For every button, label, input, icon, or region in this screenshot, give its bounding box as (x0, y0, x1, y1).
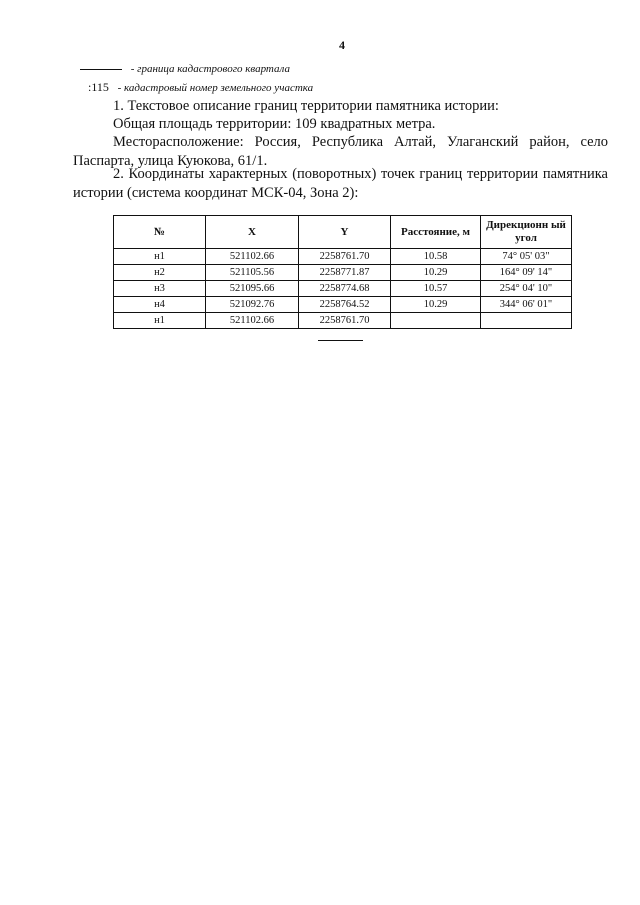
table-row (114, 265, 572, 281)
table-header-row (114, 216, 572, 249)
column-header-x: X (206, 216, 299, 249)
column-header-y: Y (299, 216, 391, 249)
cell-point: н1 (114, 249, 206, 265)
paragraph-total-area: Общая площадь территории: 109 квадратных метра. (113, 116, 436, 132)
legend-text: - граница кадастрового квартала (130, 63, 290, 75)
cell-x: 521095.66 (206, 281, 299, 297)
paragraph-boundary-description: 1. Текстовое описание границ территории памятника истории: (113, 98, 499, 114)
cell-y: 2258774.68 (299, 281, 391, 297)
cell-y: 2258771.87 (299, 265, 391, 281)
table-row (114, 281, 572, 297)
table-row (114, 297, 572, 313)
paragraph-coordinates-intro: 2. Координаты характерных (поворотных) точек границ территории памятника истории (система координат МСК-04, Зона 2): (73, 166, 608, 201)
cell-angle: 254° 04' 10" (481, 281, 572, 297)
cell-distance: 10.29 (391, 297, 481, 313)
legend-quarter-boundary (80, 63, 290, 75)
legend-code: :115 (88, 80, 109, 94)
coordinates-table (113, 215, 572, 329)
cell-distance: 10.29 (391, 265, 481, 281)
cell-point: н3 (114, 281, 206, 297)
cell-distance: 10.57 (391, 281, 481, 297)
cell-point: н4 (114, 297, 206, 313)
end-divider (318, 340, 363, 341)
legend-text: - кадастровый номер земельного участка (117, 82, 314, 94)
cell-angle (481, 313, 572, 329)
cell-y: 2258761.70 (299, 313, 391, 329)
column-header-distance: Расстояние, м (391, 216, 481, 249)
cell-point: н1 (114, 313, 206, 329)
table-row (114, 249, 572, 265)
table-row (114, 313, 572, 329)
cell-x: 521102.66 (206, 313, 299, 329)
page-number: 4 (339, 38, 345, 52)
cell-distance: 10.58 (391, 249, 481, 265)
cell-x: 521105.56 (206, 265, 299, 281)
cell-distance (391, 313, 481, 329)
cell-x: 521102.66 (206, 249, 299, 265)
cell-angle: 164° 09' 14" (481, 265, 572, 281)
cell-y: 2258764.52 (299, 297, 391, 313)
cell-point: н2 (114, 265, 206, 281)
column-header-number: № (114, 216, 206, 249)
cell-x: 521092.76 (206, 297, 299, 313)
legend-parcel-number (88, 80, 313, 95)
column-header-direction-angle: Дирекционн ый угол (481, 216, 572, 249)
cell-y: 2258761.70 (299, 249, 391, 265)
cell-angle: 344° 06' 01" (481, 297, 572, 313)
boundary-line-symbol (80, 69, 122, 70)
paragraph-location: Месторасположение: Россия, Республика Алтай, Улаганский район, село Паспарта, улица Куюкова, 61/1. (73, 134, 608, 169)
cell-angle: 74° 05' 03" (481, 249, 572, 265)
